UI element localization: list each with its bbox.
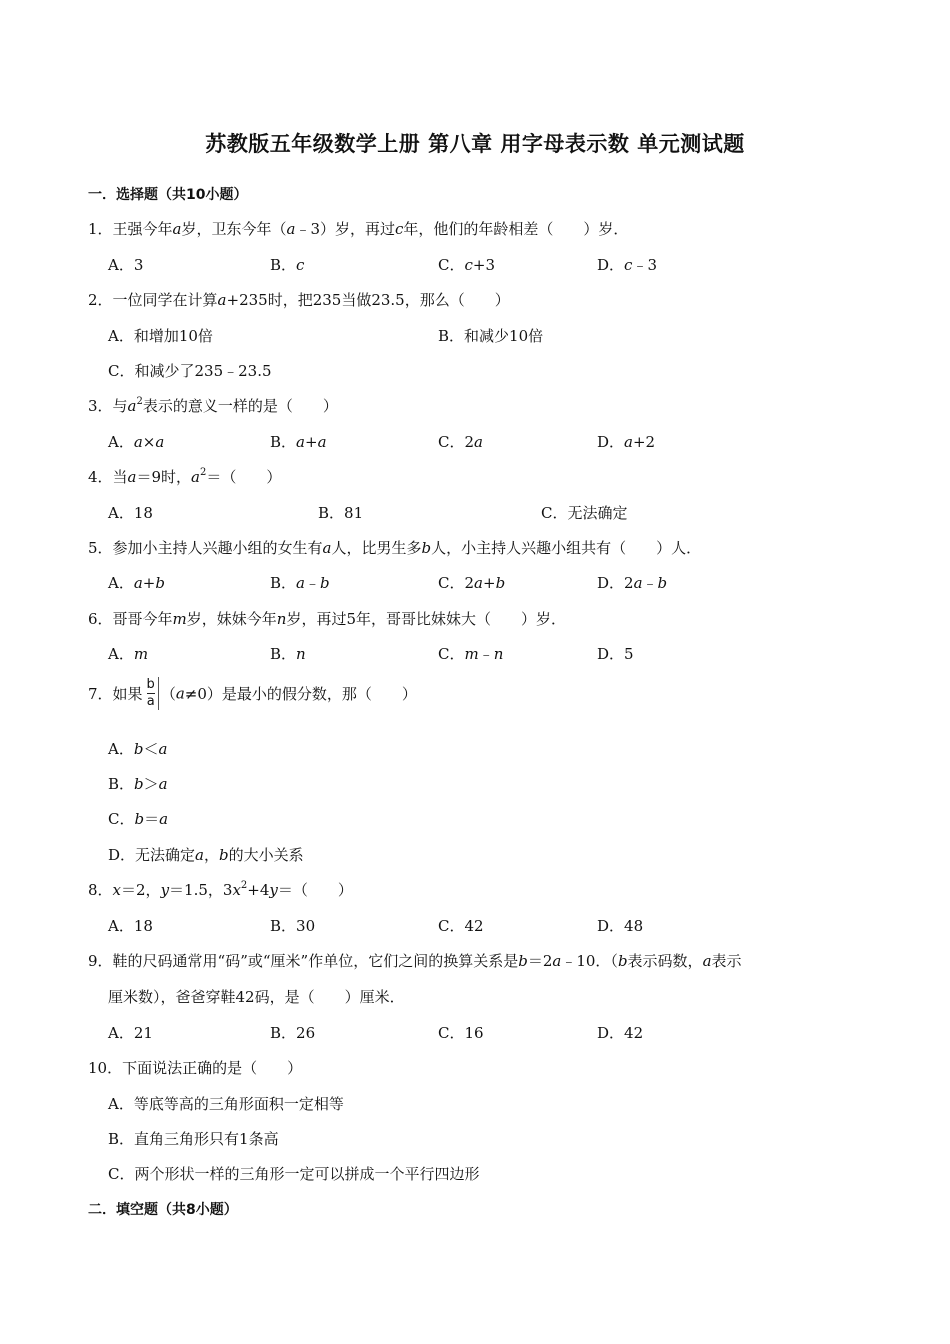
q9-option-c: C．16 [438, 1024, 484, 1042]
q9-option-d: D．42 [597, 1024, 644, 1042]
q8-option-d: D．48 [597, 917, 644, 935]
question-5: 5．参加小主持人兴趣小组的女生有a人，比男生多b人，小主持人兴趣小组共有（ ）人． [88, 539, 702, 557]
q4-option-c: C．无法确定 [541, 504, 628, 522]
q6-option-b: B．n [270, 645, 306, 663]
question-4: 4．当a＝9时，$a^2=$（ ） [88, 467, 282, 486]
q8-option-a: A．18 [108, 917, 153, 935]
q6-option-a: A．m [108, 645, 149, 663]
q8-option-b: B．30 [270, 917, 316, 935]
q7-option-c: C．b＝a [108, 810, 169, 828]
q3-option-d: D．a+2 [597, 433, 656, 451]
q2-option-a: A．和增加10倍 [108, 327, 213, 345]
q7-option-d: D．无法确定a，b的大小关系 [108, 846, 304, 864]
question-1: 1．王强今年a岁，卫东今年（a﹣3）岁，再过c年，他们的年龄相差（ ）岁． [88, 220, 629, 238]
page-title: 苏教版五年级数学上册 第八章 用字母表示数 单元测试题 [205, 132, 745, 156]
question-7: 7．如果 $\frac{b}{a}$ （a≠0）是最小的假分数，那（ ） [88, 677, 417, 709]
q1-option-c: C．c+3 [438, 256, 496, 274]
q1-option-d: D．c﹣3 [597, 256, 657, 274]
q2-option-c: C．和减少了235﹣23.5 [108, 362, 272, 380]
q4-option-b: B．81 [318, 504, 364, 522]
q2-option-b: B．和减少10倍 [438, 327, 544, 345]
q6-option-d: D．5 [597, 645, 634, 663]
question-2: 2．一位同学在计算a+235时，把235当做23.5，那么（ ） [88, 291, 510, 309]
question-6: 6．哥哥今年m岁，妹妹今年n岁，再过5年，哥哥比妹妹大（ ）岁． [88, 610, 567, 628]
q6-option-c: C．m﹣n [438, 645, 504, 663]
question-9: 9．鞋的尺码通常用“码”或“厘米”作单位，它们之间的换算关系是b＝2a﹣10．（b表示码数，a表示 [88, 952, 742, 970]
q7-option-a: A．b＜a [108, 740, 168, 758]
q1-option-a: A．3 [108, 256, 144, 274]
question-3: 3．与$a^2$表示的意义一样的是（ ） [88, 396, 338, 415]
q1-option-b: B．c [270, 256, 305, 274]
q10-option-b: B．直角三角形只有1条高 [108, 1130, 279, 1148]
q7-option-b: B．b＞a [108, 775, 168, 793]
q5-option-c: C．2a+b [438, 574, 506, 592]
question-9-continuation: 厘米数），爸爸穿鞋42码，是（ ）厘米． [108, 988, 405, 1006]
q5-option-b: B．a﹣b [270, 574, 330, 592]
fraction-b-over-a: $\frac{b}{a}$ [145, 677, 159, 710]
q8-option-c: C．42 [438, 917, 484, 935]
q9-option-b: B．26 [270, 1024, 316, 1042]
section-heading-fill-blank: 二．填空题（共8小题） [88, 1202, 238, 1218]
q3-option-a: A．a×a [108, 433, 165, 451]
question-8: 8．x＝2，y＝1.5，$3x^2+4y=$（ ） [88, 880, 353, 899]
q3-option-b: B．a+a [270, 433, 327, 451]
q10-option-a: A．等底等高的三角形面积一定相等 [108, 1095, 344, 1113]
q3-option-c: C．2a [438, 433, 483, 451]
q5-option-a: A．a+b [108, 574, 165, 592]
q10-option-c: C．两个形状一样的三角形一定可以拼成一个平行四边形 [108, 1165, 480, 1183]
section-heading-choice: 一．选择题（共10小题） [88, 187, 248, 203]
q9-option-a: A．21 [108, 1024, 153, 1042]
q5-option-d: D．2a﹣b [597, 574, 668, 592]
question-10: 10．下面说法正确的是（ ） [88, 1059, 303, 1077]
q4-option-a: A．18 [108, 504, 153, 522]
